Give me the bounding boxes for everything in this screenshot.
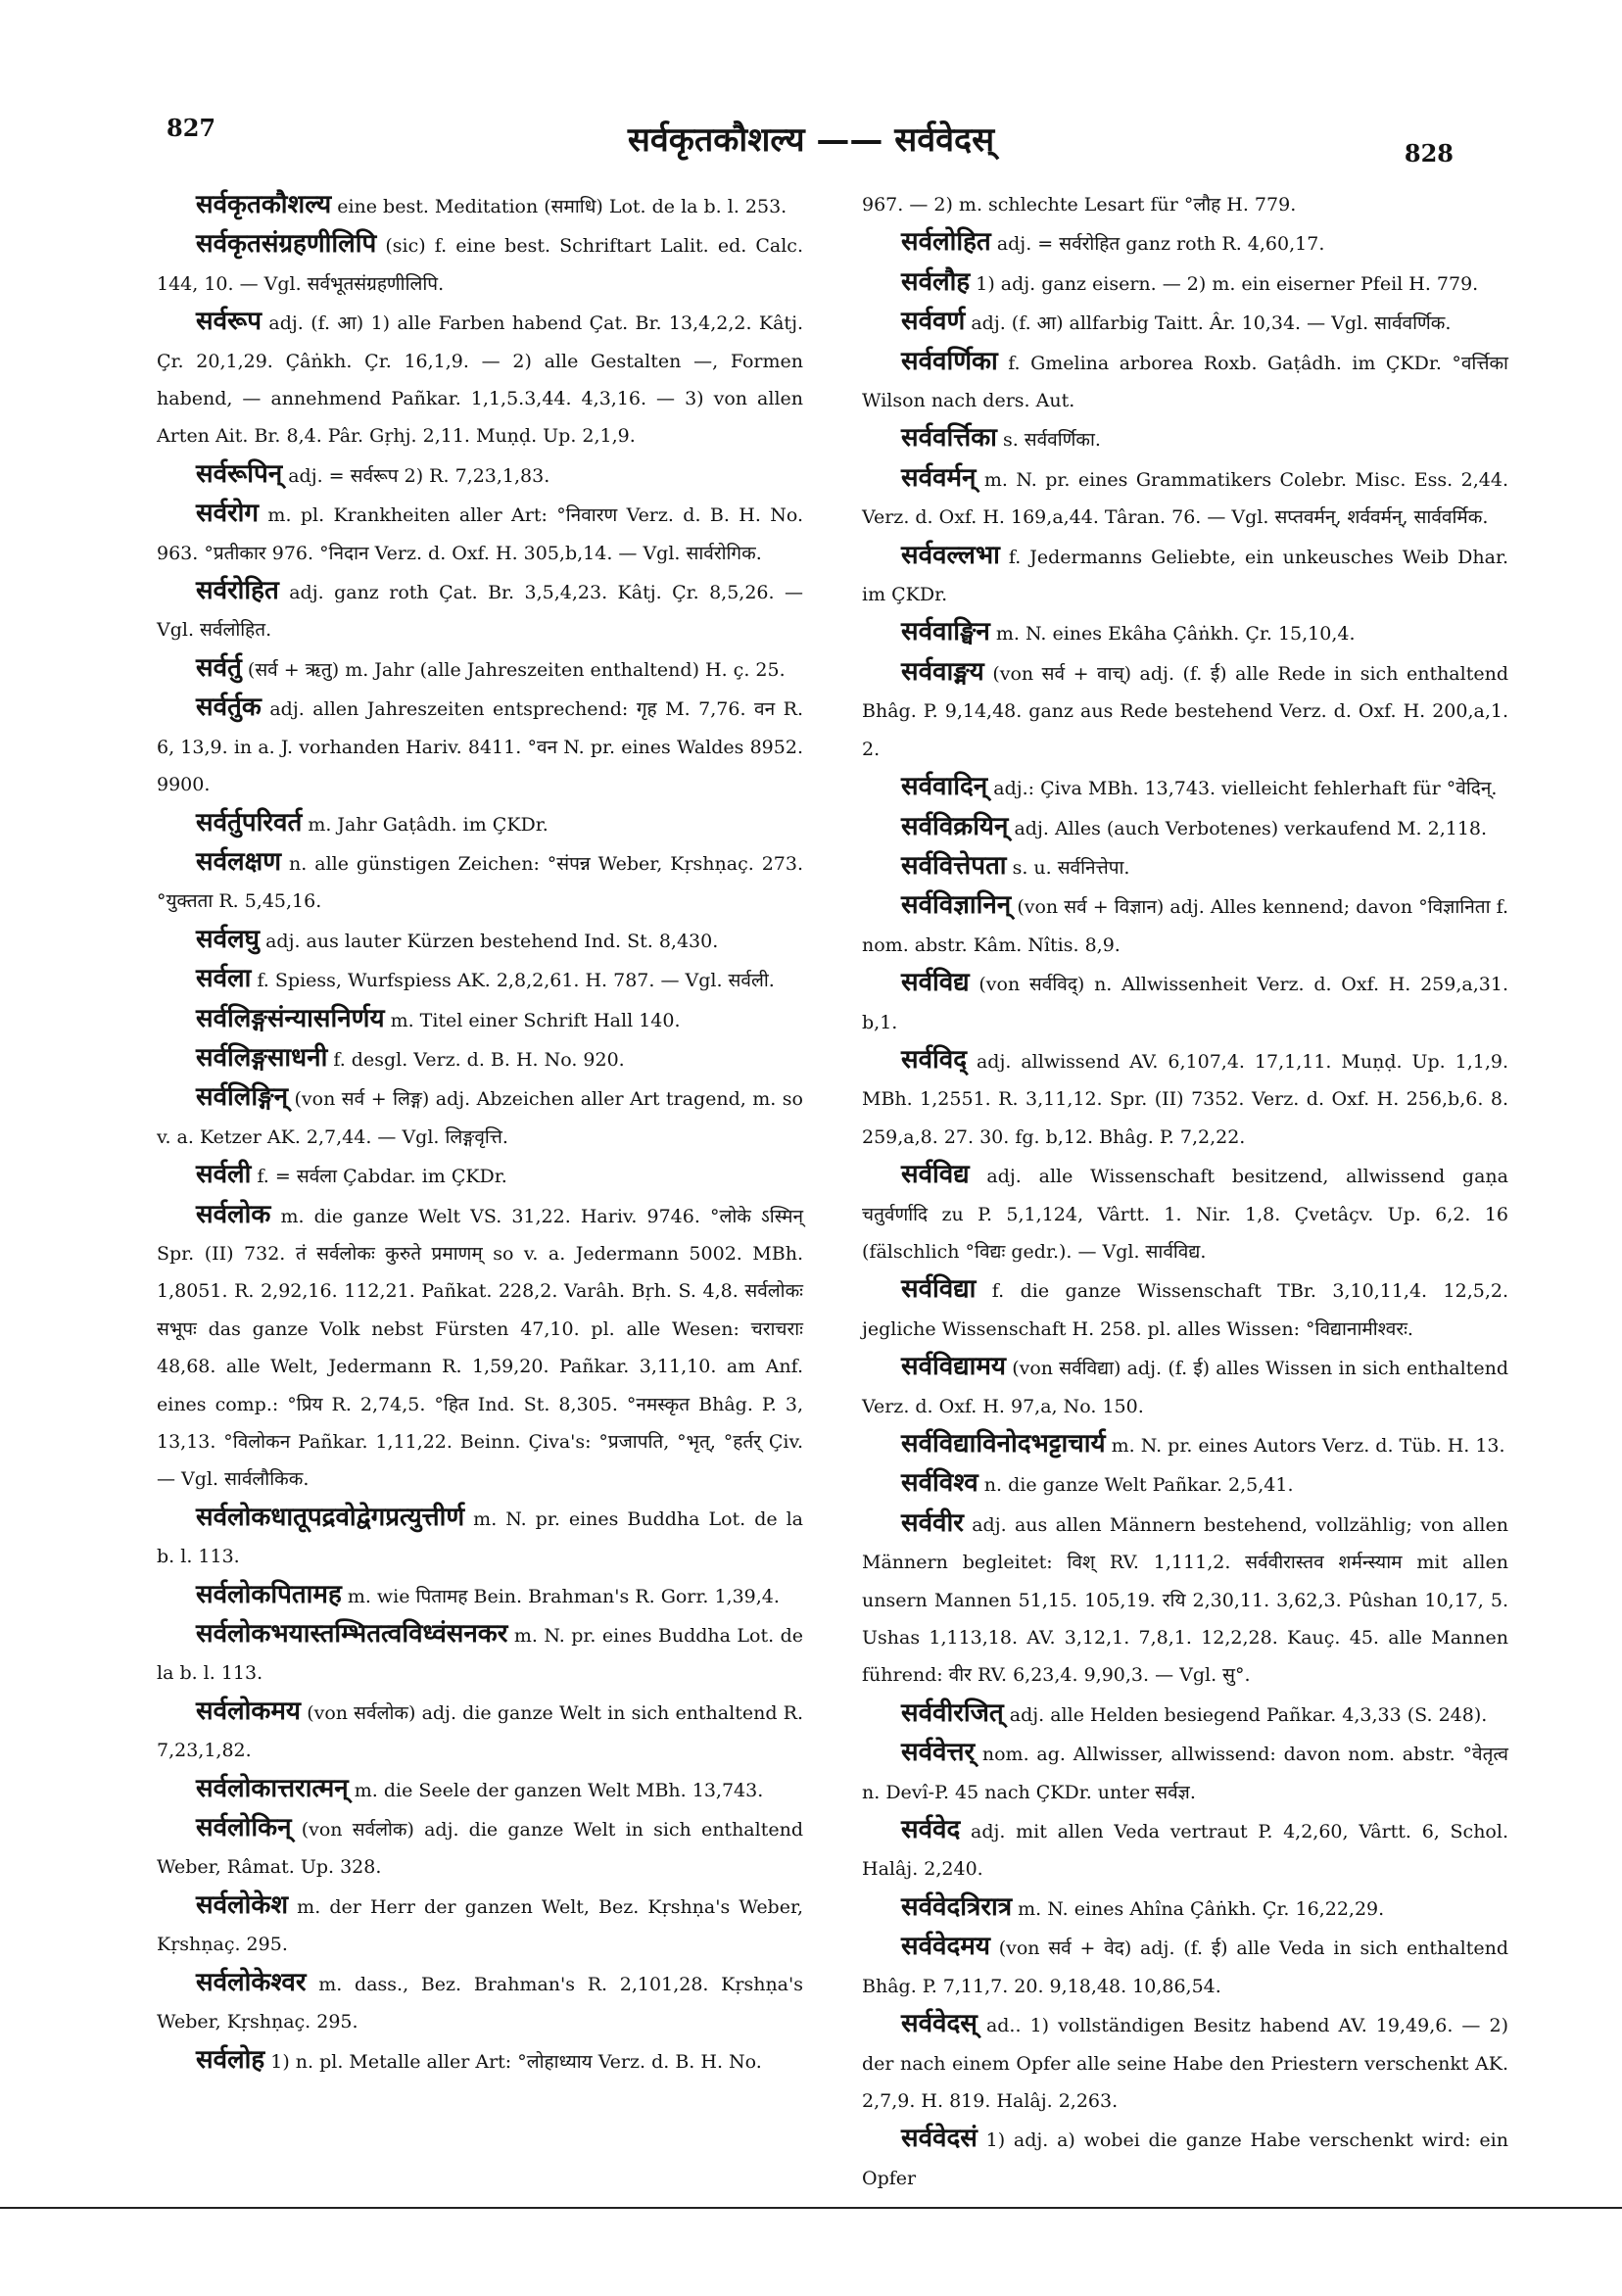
entry-headword: सर्वलक्षण xyxy=(196,846,282,877)
entry-body: adj. ganz roth Çat. Br. 3,5,4,23. Kâtj. Çr. 8,5,26. — Vgl. सर्वलोहित. xyxy=(157,582,803,642)
entry-headword: सर्वविद् xyxy=(901,1044,968,1075)
dictionary-entry xyxy=(862,964,1508,1041)
entry-body: adj. (f. आ) 1) alle Farben habend Çat. Br. 13,4,2,2. Kâtj. Çr. 20,1,29. Çâṅkh. Çr. 16,1,9. — 2) alle Gestalten —, Formen habend, — annehmend Pañkar. 1,1,5.3,44. 4,3,16. — 3) von allen Arten Ait. Br. 8,4. Pâr. Gṛhj. 2,11. Muṇḍ. Up. 2,1,9. xyxy=(157,312,803,448)
entry-body: nom. ag. Allwisser, allwissend: davon nom. abstr. °वेतृत्व n. Devî-P. 45 nach ÇKDr. unter सर्वज्ञ. xyxy=(862,1744,1508,1803)
entry-body: adj.: Çiva MBh. 13,743. vielleicht fehlerhaft für °वेदिन्. xyxy=(993,778,1498,800)
entry-body: s. सर्ववर्णिका. xyxy=(1002,429,1101,452)
entry-headword: सर्वविश्व xyxy=(901,1468,978,1499)
page-number-left: 827 xyxy=(167,114,216,142)
dictionary-entry xyxy=(862,1464,1508,1504)
entry-headword: सर्वर्तुक xyxy=(196,693,262,723)
right-column xyxy=(862,186,1509,2189)
entry-headword: सर्वविद्या xyxy=(901,1274,977,1305)
entry-body: adj. allwissend AV. 6,107,4. 17,1,11. Muṇḍ. Up. 1,1,9. MBh. 1,2551. R. 3,11,12. Spr. (II) 7352. Verz. d. Oxf. H. 256,b,6. 8. 259,a,8. 27. 30. fg. b,12. Bhâg. P. 7,2,22. xyxy=(862,1050,1509,1148)
dictionary-entry xyxy=(157,921,803,960)
dictionary-entry xyxy=(862,1889,1508,1928)
entry-body: m. Jahr Gaṭâdh. im ÇKDr. xyxy=(308,813,549,836)
entry-body: adj. allen Jahreszeiten entsprechend: गृह M. 7,76. वन R. 6, 13,9. in a. J. vorhanden Hariv. 8411. °वन N. pr. eines Waldes 8952. 9900. xyxy=(157,698,803,796)
dictionary-entry xyxy=(157,1693,803,1770)
dictionary-entry xyxy=(157,225,803,303)
dictionary-entry xyxy=(157,572,803,649)
entry-body: adj. alle Helden besiegend Pañkar. 4,3,33 (S. 248). xyxy=(1009,1703,1488,1726)
entry-body: (von सर्व + वेद) adj. (f. ई) alle Veda in sich enthaltend Bhâg. P. 7,11,7. 20. 9,18,48. 10,86,54. xyxy=(862,1937,1508,1997)
entry-headword: सर्वरूपिन् xyxy=(196,458,283,489)
dictionary-entry xyxy=(157,1964,803,2041)
entry-headword: सर्वलिङ्गसाधनी xyxy=(196,1042,328,1073)
dictionary-entry xyxy=(157,843,803,921)
dictionary-entry xyxy=(157,1576,803,1615)
entry-body: adj. = सर्वरोहित ganz roth R. 4,60,17. xyxy=(996,233,1325,256)
entry-body: ad.. 1) vollständigen Besitz habend AV. 19,49,6. — 2) der nach einem Opfer alle seine Habe den Priestern verschenkt AK. 2,7,9. H. 819. Halâj. 2,263. xyxy=(862,2015,1508,2112)
entry-body: 1) adj. ganz eisern. — 2) m. ein eiserner Pfeil H. 779. xyxy=(976,272,1479,295)
entry-body: adj. aus lauter Kürzen bestehend Ind. St. 8,430. xyxy=(265,930,719,952)
entry-headword: सर्वलोह xyxy=(196,2044,265,2075)
entry-headword: सर्वली xyxy=(196,1160,252,1190)
dictionary-entry xyxy=(157,1196,803,1499)
dictionary-entry xyxy=(862,1270,1508,1348)
dictionary-entry xyxy=(862,419,1508,458)
entry-body: adj. aus allen Männern bestehend, vollzählig; von allen Männern begleitet: विश् RV. 1,111,2. सर्ववीरास्तव शर्मन्स्याम mit allen unsern Mannen 51,15. 105,19. रयि 2,30,11. 3,62,3. Pûshan 10,17, 5. Ushas 1,113,18. AV. 3,12,1. 7,8,1. 12,2,28. Kauç. 45. alle Mannen führend: वीर RV. 6,23,4. 9,90,3. — Vgl. सु°. xyxy=(862,1513,1508,1687)
entry-body: eine best. Meditation (समाधि) Lot. de la b. l. 253. xyxy=(337,196,787,217)
entry-headword: सर्वर्तु xyxy=(196,652,242,683)
entry-body: f. Gmelina arborea Roxb. Gaṭâdh. im ÇKDr. °वर्त्तिका Wilson nach ders. Aut. xyxy=(862,352,1508,412)
entry-headword: सर्ववेत्तर् xyxy=(901,1738,976,1768)
dictionary-entry xyxy=(862,1734,1508,1811)
dictionary-entry xyxy=(862,886,1508,964)
dictionary-entry xyxy=(862,343,1508,420)
entry-headword: सर्ववल्लभा xyxy=(901,540,1000,570)
dictionary-entry xyxy=(157,804,803,843)
entry-headword: सर्ववाङ्मय xyxy=(901,656,984,687)
entry-headword: सर्वलोकेश्वर xyxy=(196,1967,307,1997)
entry-body: (von सर्व + विज्ञान) adj. Alles kennend; davon °विज्ञानिता f. nom. abstr. Kâm. Nîtis. 8,9. xyxy=(862,896,1508,956)
entry-headword: सर्वकृतकौशल्य xyxy=(196,190,332,219)
entry-headword: सर्ववेदत्रिरात्र xyxy=(901,1891,1013,1922)
entry-headword: सर्वलघु xyxy=(196,924,261,954)
entry-headword: सर्वरूप xyxy=(196,307,262,337)
entry-body: m. N. pr. eines Autors Verz. d. Tüb. H. 13. xyxy=(1111,1435,1505,1457)
dictionary-entry xyxy=(157,1615,803,1693)
entry-body: m. N. eines Ekâha Çâṅkh. Çr. 15,10,4. xyxy=(995,623,1356,646)
entry-body: (von सर्वविद्) n. Allwissenheit Verz. d. Oxf. H. 259,a,31. b,1. xyxy=(862,974,1508,1033)
entry-headword: सर्ववादिन् xyxy=(901,772,988,802)
dictionary-entry xyxy=(862,1348,1508,1425)
entry-body: adj. Alles (auch Verbotenes) verkaufend M. 2,118. xyxy=(1014,817,1488,839)
dictionary-entry xyxy=(862,808,1508,847)
entry-headword: सर्ववेदसं xyxy=(901,2124,978,2154)
entry-body: n. alle günstigen Zeichen: °संपन्न Weber, Kṛshṇaç. 273. °युक्तता R. 5,45,16. xyxy=(157,852,804,913)
entry-headword: सर्वलोकिन् xyxy=(196,1813,292,1843)
entry-headword: सर्वविक्रयिन् xyxy=(901,811,1009,841)
dictionary-entry xyxy=(157,1499,803,1576)
dictionary-entry xyxy=(157,649,803,689)
entry-headword: सर्वलोहित xyxy=(901,227,991,258)
entry-body: 1) adj. a) wobei die ganze Habe verschenkt wird: ein Opfer xyxy=(862,2129,1508,2189)
entry-body: m. N. pr. eines Buddha Lot. de la b. l. 113. xyxy=(157,1507,803,1568)
dictionary-entry xyxy=(157,1078,803,1156)
entry-headword: सर्वलोकमय xyxy=(196,1696,301,1726)
entry-headword: सर्ववर्त्तिका xyxy=(901,423,997,454)
entry-headword: सर्ववित्तेपता xyxy=(901,850,1007,881)
entry-body: m. N. pr. eines Grammatikers Colebr. Misc. Ess. 2,44. Verz. d. Oxf. H. 169,a,44. Târan. 76. — Vgl. सप्तवर्मन्, शर्ववर्मन्, सार्ववर्मिक. xyxy=(862,468,1508,529)
dictionary-entry xyxy=(157,689,803,803)
running-head: सर्वकृतकौशल्य —— सर्ववेदस् xyxy=(627,120,995,160)
entry-headword: सर्ववेदस् xyxy=(901,2009,978,2039)
entry-body: f. Spiess, Wurfspiess AK. 2,8,2,61. H. 787. — Vgl. सर्वली. xyxy=(257,970,775,992)
dictionary-entry xyxy=(862,1695,1508,1734)
dictionary-entry xyxy=(862,1425,1508,1464)
dictionary-entry xyxy=(157,1156,803,1195)
entry-headword: सर्वलिङ्गसंन्यासनिर्णय xyxy=(196,1003,385,1033)
dictionary-entry xyxy=(157,1000,803,1039)
entry-headword: सर्वकृतसंग्रहणीलिपि xyxy=(196,229,377,260)
dictionary-entry xyxy=(862,613,1508,652)
entry-headword: सर्वलिङ्गिन् xyxy=(196,1082,289,1113)
dictionary-entry xyxy=(157,303,803,455)
entry-body: adj. alle Wissenschaft besitzend, allwissend gaṇa चतुर्वर्णादि zu P. 5,1,124, Vârtt. 1. Nir. 1,8. Çvetâçv. Up. 6,2. 16 (fälschlich °विद्यः gedr.). — Vgl. सार्वविद्य. xyxy=(862,1166,1508,1263)
entry-headword: सर्ववेदमय xyxy=(901,1932,990,1962)
entry-body: s. u. सर्वनित्तेपा. xyxy=(1012,856,1130,879)
entry-body: (von सर्वलोक) adj. die ganze Welt in sich enthaltend R. 7,23,1,82. xyxy=(157,1701,803,1762)
dictionary-entry xyxy=(157,960,803,999)
entry-body: f. desgl. Verz. d. B. H. No. 920. xyxy=(333,1048,625,1071)
dictionary-entry xyxy=(862,537,1508,614)
entry-body: (सर्व + ऋतु) m. Jahr (alle Jahreszeiten enthaltend) H. ç. 25. xyxy=(247,658,786,681)
entry-headword: सर्वरोग xyxy=(196,499,260,529)
entry-body: (von सर्व + लिङ्ग) adj. Abzeichen aller Art tragend, m. so v. a. Ketzer AK. 2,7,44. — Vgl. लिङ्गवृत्ति. xyxy=(157,1088,804,1148)
page-number-right: 828 xyxy=(1404,139,1454,167)
entry-body: m. dass., Bez. Brahman's R. 2,101,28. Kṛshṇa's Weber, Kṛshṇaç. 295. xyxy=(157,1973,803,2033)
entry-headword: सर्ववर्णिका xyxy=(901,346,998,376)
dictionary-entry xyxy=(157,1039,803,1078)
entry-headword: सर्वरोहित xyxy=(196,576,279,606)
entry-body: f. die ganze Wissenschaft TBr. 3,10,11,4. 12,5,2. jegliche Wissenschaft H. 258. pl. alles Wissen: °विद्यानामीश्वरः. xyxy=(862,1280,1508,1340)
entry-body: adj. mit allen Veda vertraut P. 4,2,60, Vârtt. 6, Schol. Halâj. 2,240. xyxy=(862,1821,1508,1881)
dictionary-entry xyxy=(862,263,1508,303)
entry-headword: सर्ववर्ण xyxy=(901,307,966,337)
dictionary-entry xyxy=(862,1041,1508,1156)
entry-body: 1) n. pl. Metalle aller Art: °लोहाध्याय Verz. d. B. H. No. xyxy=(270,2050,762,2073)
entry-body: m. pl. Krankheiten aller Art: °निवारण Verz. d. B. H. No. 963. °प्रतीकार 976. °निदान Verz. d. Oxf. H. 305,b,14. — Vgl. सार्वरोगिक. xyxy=(157,504,803,564)
entry-body: n. die ganze Welt Pañkar. 2,5,41. xyxy=(983,1474,1294,1497)
entry-body: f. Jedermanns Geliebte, ein unkeusches Weib Dhar. im ÇKDr. xyxy=(862,546,1508,606)
dictionary-entry xyxy=(157,1809,803,1887)
dictionary-entry xyxy=(157,1887,803,1964)
dictionary-entry xyxy=(157,186,803,225)
entry-body: adj. (f. आ) allfarbig Taitt. Âr. 10,34. — Vgl. सार्ववर्णिक. xyxy=(971,312,1452,335)
entry-body: 967. — 2) m. schlechte Lesart für °लौह H. 779. xyxy=(862,194,1297,215)
entry-headword: सर्वलोकात्तरात्मन् xyxy=(196,1773,349,1803)
dictionary-entry xyxy=(862,223,1508,263)
entry-headword: सर्ववीरजित् xyxy=(901,1698,1004,1728)
entry-headword: सर्वलोकपितामह xyxy=(196,1579,342,1609)
dictionary-entry xyxy=(157,495,803,572)
dictionary-entry xyxy=(862,186,1508,223)
entry-body: m. N. eines Ahîna Çâṅkh. Çr. 16,22,29. xyxy=(1018,1897,1385,1920)
entry-headword: सर्ववाङ्घिन xyxy=(901,617,990,647)
dictionary-entry xyxy=(862,1928,1508,2005)
dictionary-entry xyxy=(862,459,1508,537)
entry-headword: सर्वविद्य xyxy=(901,1160,970,1190)
dictionary-entry xyxy=(862,1505,1508,1695)
dictionary-entry xyxy=(157,2041,803,2081)
dictionary-entry xyxy=(862,768,1508,807)
dictionary-entry xyxy=(862,847,1508,886)
entry-headword: सर्ववर्मन् xyxy=(901,462,977,493)
dictionary-entry xyxy=(862,1156,1508,1270)
entry-headword: सर्वविज्ञानिन् xyxy=(901,890,1012,921)
entry-body: m. die Seele der ganzen Welt MBh. 13,743. xyxy=(354,1779,764,1801)
entry-body: m. N. pr. eines Buddha Lot. de la b. l. 113. xyxy=(157,1625,804,1685)
dictionary-entry xyxy=(862,1811,1508,1889)
entry-body: m. Titel einer Schrift Hall 140. xyxy=(390,1009,681,1031)
entry-headword: सर्वविद्याविनोदभट्टाचार्य xyxy=(901,1429,1106,1459)
left-column xyxy=(157,186,803,2135)
entry-headword: सर्ववेद xyxy=(901,1815,961,1845)
entry-body: m. wie पितामह Bein. Brahman's R. Gorr. 1,39,4. xyxy=(347,1585,780,1607)
entry-headword: सर्वविद्य xyxy=(901,968,970,998)
dictionary-entry xyxy=(862,2120,1508,2197)
dictionary-entry xyxy=(862,653,1508,768)
bottom-rule xyxy=(0,2207,1622,2209)
entry-headword: सर्वलोकभयास्तम्भितत्वविध्वंसनकर xyxy=(196,1619,508,1650)
entry-body: (sic) f. eine best. Schriftart Lalit. ed. Calc. 144, 10. — Vgl. सर्वभूतसंग्रहणीलिपि. xyxy=(157,235,803,295)
entry-headword: सर्वर्तुपरिवर्त xyxy=(196,807,303,837)
entry-headword: सर्वविद्यामय xyxy=(901,1352,1006,1382)
entry-body: (von सर्वलोक) adj. die ganze Welt in sich enthaltend Weber, Râmat. Up. 328. xyxy=(157,1819,803,1879)
dictionary-entry xyxy=(157,455,803,495)
entry-body: m. der Herr der ganzen Welt, Bez. Kṛshṇa's Weber, Kṛshṇaç. 295. xyxy=(157,1895,804,1956)
entry-body: (von सर्वविद्या) adj. (f. ई) alles Wissen in sich enthaltend Verz. d. Oxf. H. 97,a, No. 150. xyxy=(862,1358,1508,1417)
entry-body: f. = सर्वला Çabdar. im ÇKDr. xyxy=(257,1166,507,1188)
dictionary-entry xyxy=(157,1770,803,1809)
entry-body: adj. = सर्वरूप 2) R. 7,23,1,83. xyxy=(288,464,550,487)
entry-headword: सर्ववीर xyxy=(901,1507,964,1538)
entry-headword: सर्वलोकधातूपद्रवोद्वेगप्रत्युत्तीर्ण xyxy=(196,1502,465,1532)
entry-body: (von सर्व + वाच्) adj. (f. ई) alle Rede in sich enthaltend Bhâg. P. 9,14,48. ganz aus Rede bestehend Verz. d. Oxf. H. 200,a,1. 2. xyxy=(862,662,1508,760)
dictionary-entry xyxy=(862,303,1508,342)
entry-headword: सर्वलोक xyxy=(196,1199,271,1229)
entry-body: m. die ganze Welt VS. 31,22. Hariv. 9746. °लोके ऽस्मिन् Spr. (II) 732. तं सर्वलोकः कुरुते प्रमाणम् so v. a. Jedermann 5002. MBh. 1,8051. R. 2,92,16. 112,21. Pañkat. 228,2. Varâh. Bṛh. S. 4,8. सर्वलोकः सभूपः das ganze Volk nebst Fürsten 47,10. pl. alle Wesen: चराचराः 48,68. alle Welt, Jedermann R. 1,59,20. Pañkar. 3,11,10. am Anf. eines comp.: °प्रिय R. 2,74,5. °हित Ind. St. 8,305. °नमस्कृत Bhâg. P. 3, 13,13. °विलोकन Pañkar. 1,11,22. Beinn. Çiva's: °प्रजापति, °भृत्, °हर्तर् Çiv. — Vgl. सार्वलौकिक. xyxy=(157,1205,803,1491)
entry-headword: सर्वलोकेश xyxy=(196,1889,289,1920)
entry-headword: सर्वलौह xyxy=(901,266,971,297)
entry-headword: सर्वला xyxy=(196,964,252,994)
dictionary-entry xyxy=(862,2005,1508,2120)
